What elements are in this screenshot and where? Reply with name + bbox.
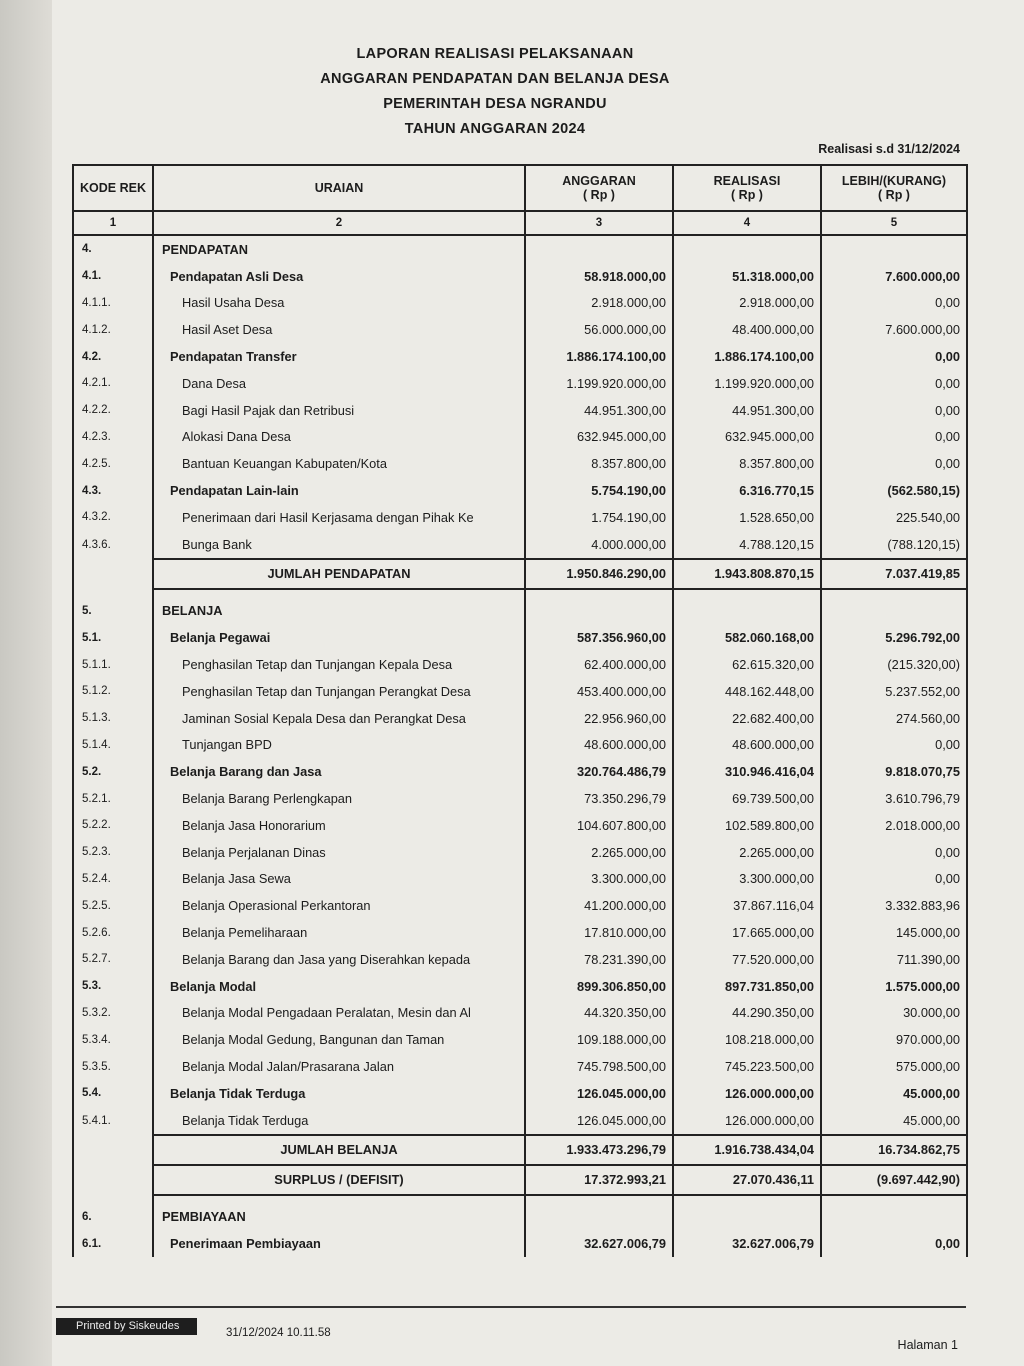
table-row [73, 531, 967, 559]
anggaran-cell: 78.231.390,00 [525, 946, 673, 973]
anggaran-cell: 58.918.000,00 [525, 263, 673, 290]
spacer-cell [73, 1195, 153, 1204]
table-row [73, 678, 967, 705]
table-row [73, 1000, 967, 1027]
kode-cell: 5.4.1. [73, 1107, 153, 1135]
anggaran-cell: 1.886.174.100,00 [525, 343, 673, 370]
realisasi-cell: 1.528.650,00 [673, 504, 821, 531]
realisasi-cell: 448.162.448,00 [673, 678, 821, 705]
anggaran-cell: 104.607.800,00 [525, 812, 673, 839]
uraian-cell: Belanja Tidak Terduga [153, 1080, 525, 1107]
title-line-4: TAHUN ANGGARAN 2024 [404, 121, 586, 137]
realisasi-cell: 32.627.006,79 [673, 1230, 821, 1257]
table-row [73, 290, 967, 317]
header-lebih-unit: ( Rp ) [878, 188, 910, 202]
anggaran-cell: 2.918.000,00 [525, 290, 673, 317]
lebih-cell: 0,00 [821, 866, 967, 893]
realisasi-cell: 2.918.000,00 [673, 290, 821, 317]
table-row [73, 839, 967, 866]
table-row [73, 1230, 967, 1257]
kode-cell: 4.3.2. [73, 504, 153, 531]
lebih-cell: 225.540,00 [821, 504, 967, 531]
anggaran-cell [525, 1204, 673, 1231]
uraian-cell: Alokasi Dana Desa [153, 424, 525, 451]
uraian-cell: Belanja Jasa Honorarium [153, 812, 525, 839]
anggaran-cell: 899.306.850,00 [525, 973, 673, 1000]
header-anggaran [525, 165, 673, 211]
uraian-cell: JUMLAH PENDAPATAN [153, 559, 525, 589]
lebih-cell: 45.000,00 [821, 1080, 967, 1107]
kode-cell: 5.2.7. [73, 946, 153, 973]
realisasi-cell: 6.316.770,15 [673, 477, 821, 504]
lebih-cell: 1.575.000,00 [821, 973, 967, 1000]
table-row [73, 1053, 967, 1080]
header-uraian: URAIAN [153, 165, 525, 211]
lebih-cell [821, 1204, 967, 1231]
uraian-cell: Belanja Pegawai [153, 624, 525, 651]
uraian-cell: Penghasilan Tetap dan Tunjangan Kepala Desa [153, 651, 525, 678]
lebih-cell: (9.697.442,90) [821, 1165, 967, 1195]
table-row [73, 1107, 967, 1135]
spacer-cell [821, 1195, 967, 1204]
lebih-cell: 0,00 [821, 732, 967, 759]
uraian-cell: PENDAPATAN [153, 235, 525, 263]
lebih-cell: 7.600.000,00 [821, 316, 967, 343]
uraian-cell: Belanja Modal Jalan/Prasarana Jalan [153, 1053, 525, 1080]
anggaran-cell: 56.000.000,00 [525, 316, 673, 343]
anggaran-cell: 48.600.000,00 [525, 732, 673, 759]
kode-cell: 5.1.2. [73, 678, 153, 705]
uraian-cell: Belanja Tidak Terduga [153, 1107, 525, 1135]
anggaran-cell: 745.798.500,00 [525, 1053, 673, 1080]
realisasi-cell: 17.665.000,00 [673, 919, 821, 946]
uraian-cell: Jaminan Sosial Kepala Desa dan Perangkat Desa [153, 705, 525, 732]
lebih-cell: 30.000,00 [821, 1000, 967, 1027]
lebih-cell: 274.560,00 [821, 705, 967, 732]
kode-cell: 4. [73, 235, 153, 263]
lebih-cell: (215.320,00) [821, 651, 967, 678]
header-lebih [821, 165, 967, 211]
lebih-cell: 45.000,00 [821, 1107, 967, 1135]
kode-cell: 6.1. [73, 1230, 153, 1257]
anggaran-cell: 62.400.000,00 [525, 651, 673, 678]
uraian-cell: Tunjangan BPD [153, 732, 525, 759]
uraian-cell: Bantuan Keuangan Kabupaten/Kota [153, 450, 525, 477]
kode-cell: 4.2. [73, 343, 153, 370]
table-row [73, 651, 967, 678]
table-row [73, 785, 967, 812]
uraian-cell: Belanja Barang dan Jasa yang Diserahkan kepada [153, 946, 525, 973]
lebih-cell: 7.600.000,00 [821, 263, 967, 290]
lebih-cell: 0,00 [821, 290, 967, 317]
anggaran-cell: 109.188.000,00 [525, 1026, 673, 1053]
anggaran-cell: 5.754.190,00 [525, 477, 673, 504]
realisasi-cell: 1.943.808.870,15 [673, 559, 821, 589]
header-anggaran-unit: ( Rp ) [583, 188, 615, 202]
spacer-cell [73, 589, 153, 598]
total-row [73, 1135, 967, 1165]
anggaran-cell: 8.357.800,00 [525, 450, 673, 477]
anggaran-cell: 44.320.350,00 [525, 1000, 673, 1027]
realisasi-cell: 108.218.000,00 [673, 1026, 821, 1053]
kode-cell: 4.2.3. [73, 424, 153, 451]
section-row [73, 1204, 967, 1231]
spacer-cell [821, 589, 967, 598]
uraian-cell: Pendapatan Lain-lain [153, 477, 525, 504]
report-body [73, 235, 967, 1257]
uraian-cell: Dana Desa [153, 370, 525, 397]
anggaran-cell: 44.951.300,00 [525, 397, 673, 424]
kode-cell: 5. [73, 598, 153, 625]
kode-cell: 4.3. [73, 477, 153, 504]
kode-cell: 5.2.1. [73, 785, 153, 812]
uraian-cell: SURPLUS / (DEFISIT) [153, 1165, 525, 1195]
kode-cell: 4.2.5. [73, 450, 153, 477]
report-title [0, 42, 990, 142]
spacer-cell [525, 1195, 673, 1204]
realisasi-cell [673, 598, 821, 625]
realisasi-cell: 48.400.000,00 [673, 316, 821, 343]
lebih-cell: (788.120,15) [821, 531, 967, 559]
kode-cell: 5.2.3. [73, 839, 153, 866]
realisasi-cell: 44.290.350,00 [673, 1000, 821, 1027]
uraian-cell: Belanja Pemeliharaan [153, 919, 525, 946]
anggaran-cell: 320.764.486,79 [525, 758, 673, 785]
spacer-cell [673, 589, 821, 598]
kode-cell [73, 1165, 153, 1195]
uraian-cell: Belanja Modal Gedung, Bangunan dan Taman [153, 1026, 525, 1053]
anggaran-cell: 453.400.000,00 [525, 678, 673, 705]
table-row [73, 1080, 967, 1107]
table-row [73, 732, 967, 759]
lebih-cell: 0,00 [821, 450, 967, 477]
header-anggaran-label: ANGGARAN [562, 174, 636, 188]
realisasi-cell: 632.945.000,00 [673, 424, 821, 451]
lebih-cell: 5.237.552,00 [821, 678, 967, 705]
uraian-cell: Belanja Modal [153, 973, 525, 1000]
lebih-cell [821, 598, 967, 625]
table-row [73, 624, 967, 651]
uraian-cell: Penerimaan dari Hasil Kerjasama dengan Pihak Ke [153, 504, 525, 531]
table-row [73, 705, 967, 732]
section-row [73, 598, 967, 625]
kode-cell: 4.1.2. [73, 316, 153, 343]
anggaran-cell: 1.933.473.296,79 [525, 1135, 673, 1165]
realisasi-cell: 2.265.000,00 [673, 839, 821, 866]
anggaran-cell: 1.950.846.290,00 [525, 559, 673, 589]
realisasi-cell: 582.060.168,00 [673, 624, 821, 651]
header-realisasi [673, 165, 821, 211]
uraian-cell: Pendapatan Asli Desa [153, 263, 525, 290]
table-row [73, 758, 967, 785]
title-line-3: PEMERINTAH DESA NGRANDU [383, 96, 607, 112]
anggaran-cell: 32.627.006,79 [525, 1230, 673, 1257]
uraian-cell: Bunga Bank [153, 531, 525, 559]
realisasi-cell: 44.951.300,00 [673, 397, 821, 424]
title-line-2: ANGGARAN PENDAPATAN DAN BELANJA DESA [320, 71, 670, 87]
kode-cell: 6. [73, 1204, 153, 1231]
col-number: 2 [153, 211, 525, 235]
lebih-cell: 3.610.796,79 [821, 785, 967, 812]
page-number: Halaman 1 [897, 1338, 958, 1352]
realisasi-cell: 77.520.000,00 [673, 946, 821, 973]
realisasi-cell: 69.739.500,00 [673, 785, 821, 812]
uraian-cell: Belanja Barang dan Jasa [153, 758, 525, 785]
spacer-cell [153, 1195, 525, 1204]
spacer-row [73, 1195, 967, 1204]
lebih-cell: 970.000,00 [821, 1026, 967, 1053]
kode-cell: 5.2.2. [73, 812, 153, 839]
page-edge [0, 0, 52, 1366]
realisasi-cell: 745.223.500,00 [673, 1053, 821, 1080]
anggaran-cell: 4.000.000,00 [525, 531, 673, 559]
anggaran-cell: 126.045.000,00 [525, 1107, 673, 1135]
uraian-cell: Bagi Hasil Pajak dan Retribusi [153, 397, 525, 424]
lebih-cell: 0,00 [821, 839, 967, 866]
lebih-cell: 0,00 [821, 1230, 967, 1257]
anggaran-cell: 17.810.000,00 [525, 919, 673, 946]
anggaran-cell: 73.350.296,79 [525, 785, 673, 812]
kode-cell: 5.4. [73, 1080, 153, 1107]
uraian-cell: BELANJA [153, 598, 525, 625]
kode-cell: 5.2.6. [73, 919, 153, 946]
col-number: 3 [525, 211, 673, 235]
kode-cell: 5.2.5. [73, 892, 153, 919]
realisasi-cell: 1.886.174.100,00 [673, 343, 821, 370]
kode-cell: 5.2. [73, 758, 153, 785]
kode-cell: 5.3.5. [73, 1053, 153, 1080]
kode-cell: 5.1.3. [73, 705, 153, 732]
title-line-1: LAPORAN REALISASI PELAKSANAAN [356, 46, 634, 62]
lebih-cell: 2.018.000,00 [821, 812, 967, 839]
realisasi-cell: 126.000.000,00 [673, 1080, 821, 1107]
kode-cell: 4.2.1. [73, 370, 153, 397]
footer-rule [56, 1306, 966, 1308]
table-row [73, 424, 967, 451]
header-realisasi-label: REALISASI [713, 174, 781, 188]
uraian-cell: Belanja Jasa Sewa [153, 866, 525, 893]
table-row [73, 343, 967, 370]
realisasi-cell: 4.788.120,15 [673, 531, 821, 559]
table-row [73, 812, 967, 839]
uraian-cell: Hasil Usaha Desa [153, 290, 525, 317]
spacer-cell [673, 1195, 821, 1204]
realisasi-cell: 48.600.000,00 [673, 732, 821, 759]
lebih-cell: 711.390,00 [821, 946, 967, 973]
anggaran-cell: 126.045.000,00 [525, 1080, 673, 1107]
kode-cell [73, 559, 153, 589]
kode-cell: 4.2.2. [73, 397, 153, 424]
print-date: 31/12/2024 10.11.58 [226, 1327, 331, 1339]
realisasi-cell: 310.946.416,04 [673, 758, 821, 785]
table-row [73, 477, 967, 504]
lebih-cell: 16.734.862,75 [821, 1135, 967, 1165]
kode-cell: 5.1.4. [73, 732, 153, 759]
kode-cell: 4.1. [73, 263, 153, 290]
realisasi-cell: 1.916.738.434,04 [673, 1135, 821, 1165]
kode-cell: 5.1. [73, 624, 153, 651]
table-row [73, 504, 967, 531]
kode-cell: 5.3.4. [73, 1026, 153, 1053]
header-kode: KODE REK [73, 165, 153, 211]
section-row [73, 235, 967, 263]
table-row [73, 946, 967, 973]
header-realisasi-unit: ( Rp ) [731, 188, 763, 202]
spacer-cell [525, 589, 673, 598]
realisasi-cell: 62.615.320,00 [673, 651, 821, 678]
header-row [73, 165, 967, 211]
realisasi-cell: 51.318.000,00 [673, 263, 821, 290]
kode-cell: 5.1.1. [73, 651, 153, 678]
realisasi-cell: 22.682.400,00 [673, 705, 821, 732]
kode-cell [73, 1135, 153, 1165]
table-row [73, 973, 967, 1000]
kode-cell: 5.3. [73, 973, 153, 1000]
lebih-cell: 3.332.883,96 [821, 892, 967, 919]
report-table [72, 164, 968, 1257]
uraian-cell: Hasil Aset Desa [153, 316, 525, 343]
lebih-cell: 5.296.792,00 [821, 624, 967, 651]
anggaran-cell: 17.372.993,21 [525, 1165, 673, 1195]
table-row [73, 263, 967, 290]
header-lebih-label: LEBIH/(KURANG) [841, 174, 947, 188]
table-row [73, 1026, 967, 1053]
lebih-cell: 9.818.070,75 [821, 758, 967, 785]
uraian-cell: Belanja Barang Perlengkapan [153, 785, 525, 812]
realisasi-cell: 37.867.116,04 [673, 892, 821, 919]
anggaran-cell [525, 598, 673, 625]
lebih-cell: 0,00 [821, 370, 967, 397]
uraian-cell: PEMBIAYAAN [153, 1204, 525, 1231]
realisasi-cell [673, 235, 821, 263]
table-row [73, 866, 967, 893]
anggaran-cell: 2.265.000,00 [525, 839, 673, 866]
table-row [73, 919, 967, 946]
kode-cell: 5.2.4. [73, 866, 153, 893]
table-row [73, 397, 967, 424]
uraian-cell: Belanja Modal Pengadaan Peralatan, Mesin dan Al [153, 1000, 525, 1027]
uraian-cell: JUMLAH BELANJA [153, 1135, 525, 1165]
uraian-cell: Pendapatan Transfer [153, 343, 525, 370]
lebih-cell: 0,00 [821, 397, 967, 424]
uraian-cell: Belanja Operasional Perkantoran [153, 892, 525, 919]
uraian-cell: Belanja Perjalanan Dinas [153, 839, 525, 866]
kode-cell: 4.1.1. [73, 290, 153, 317]
table-row [73, 370, 967, 397]
lebih-cell: 7.037.419,85 [821, 559, 967, 589]
col-number: 1 [73, 211, 153, 235]
spacer-row [73, 589, 967, 598]
printed-by-badge: Printed by Siskeudes [56, 1318, 197, 1335]
realisasi-date: Realisasi s.d 31/12/2024 [818, 142, 960, 156]
table-row [73, 450, 967, 477]
realisasi-cell: 27.070.436,11 [673, 1165, 821, 1195]
realisasi-cell: 3.300.000,00 [673, 866, 821, 893]
column-number-row [73, 211, 967, 235]
realisasi-cell: 126.000.000,00 [673, 1107, 821, 1135]
table-row [73, 316, 967, 343]
lebih-cell [821, 235, 967, 263]
table-row [73, 892, 967, 919]
total-row [73, 1165, 967, 1195]
uraian-cell: Penghasilan Tetap dan Tunjangan Perangkat Desa [153, 678, 525, 705]
anggaran-cell: 1.754.190,00 [525, 504, 673, 531]
kode-cell: 4.3.6. [73, 531, 153, 559]
total-row [73, 559, 967, 589]
realisasi-cell [673, 1204, 821, 1231]
anggaran-cell: 3.300.000,00 [525, 866, 673, 893]
anggaran-cell: 587.356.960,00 [525, 624, 673, 651]
kode-cell: 5.3.2. [73, 1000, 153, 1027]
lebih-cell: 575.000,00 [821, 1053, 967, 1080]
realisasi-cell: 897.731.850,00 [673, 973, 821, 1000]
lebih-cell: 0,00 [821, 424, 967, 451]
col-number: 5 [821, 211, 967, 235]
anggaran-cell: 41.200.000,00 [525, 892, 673, 919]
uraian-cell: Penerimaan Pembiayaan [153, 1230, 525, 1257]
realisasi-cell: 1.199.920.000,00 [673, 370, 821, 397]
anggaran-cell [525, 235, 673, 263]
realisasi-cell: 102.589.800,00 [673, 812, 821, 839]
anggaran-cell: 632.945.000,00 [525, 424, 673, 451]
realisasi-cell: 8.357.800,00 [673, 450, 821, 477]
spacer-cell [153, 589, 525, 598]
anggaran-cell: 22.956.960,00 [525, 705, 673, 732]
lebih-cell: 145.000,00 [821, 919, 967, 946]
col-number: 4 [673, 211, 821, 235]
anggaran-cell: 1.199.920.000,00 [525, 370, 673, 397]
lebih-cell: (562.580,15) [821, 477, 967, 504]
lebih-cell: 0,00 [821, 343, 967, 370]
